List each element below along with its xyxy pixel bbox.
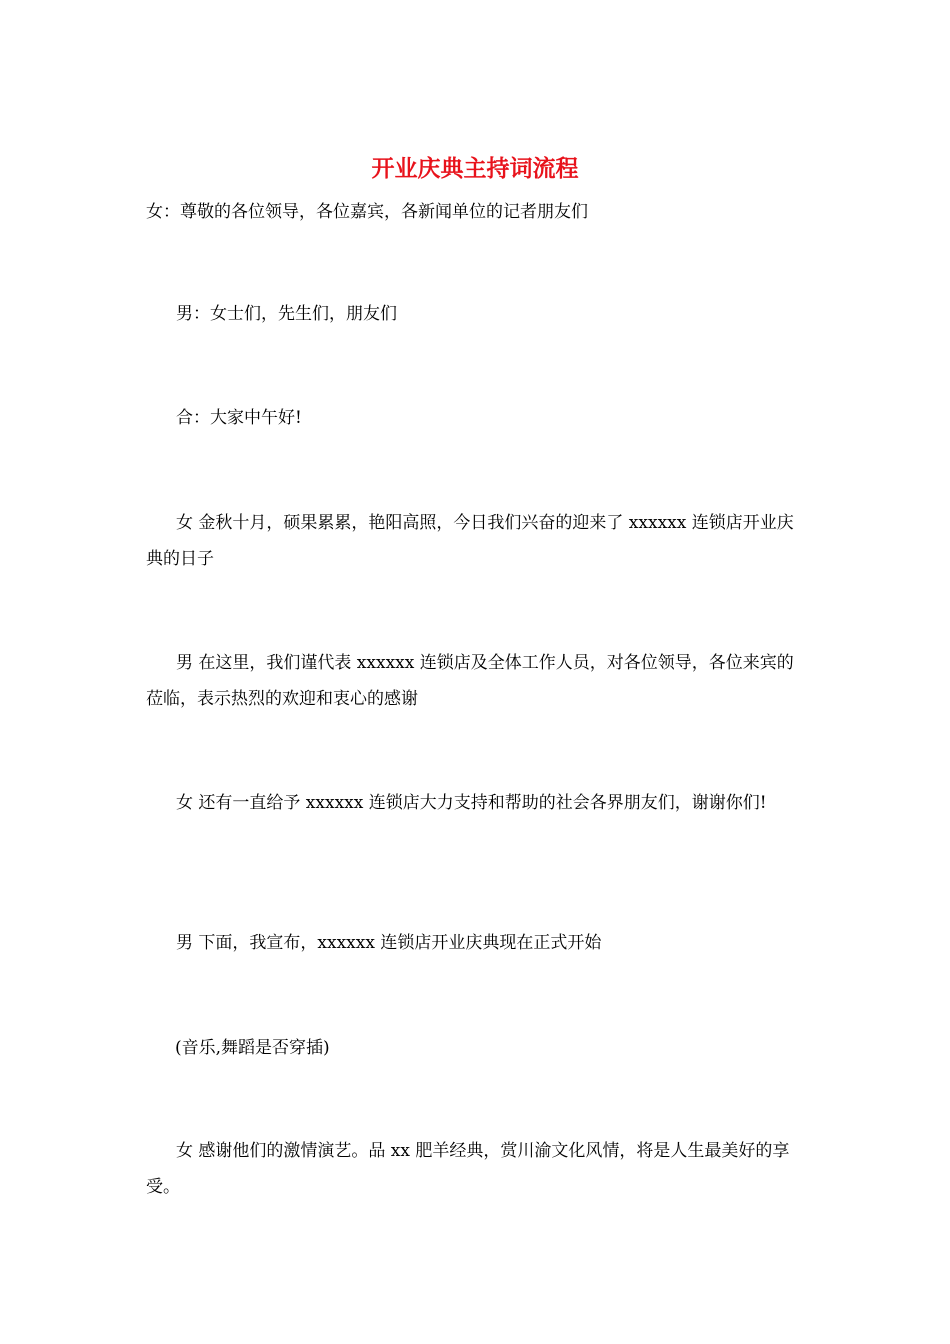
paragraph-2: 男：女士们，先生们，朋友们: [176, 304, 397, 324]
paragraph-1: 女：尊敬的各位领导，各位嘉宾，各新闻单位的记者朋友们: [146, 202, 588, 222]
paragraph-3: 合：大家中午好!: [176, 408, 302, 428]
paragraph-7: 男 下面，我宣布，xxxxxx 连锁店开业庆典现在正式开始: [176, 933, 602, 953]
paragraph-9: 女 感谢他们的激情演艺。品 xx 肥羊经典，赏川渝文化风情，将是人生最美好的享受。: [146, 1141, 790, 1197]
paragraph-8: (音乐,舞蹈是否穿插): [175, 1038, 330, 1058]
paragraph-5: 男 在这里，我们谨代表 xxxxxx 连锁店及全体工作人员，对各位领导，各位来宾的莅临，表示热烈的欢迎和衷心的感谢: [146, 653, 794, 709]
document-title: 开业庆典主持词流程: [371, 155, 579, 182]
paragraph-4: 女 金秋十月，硕果累累，艳阳高照，今日我们兴奋的迎来了 xxxxxx 连锁店开业庆典的日子: [146, 513, 794, 569]
paragraph-6: 女 还有一直给予 xxxxxx 连锁店大力支持和帮助的社会各界朋友们，谢谢你们!: [176, 793, 767, 813]
